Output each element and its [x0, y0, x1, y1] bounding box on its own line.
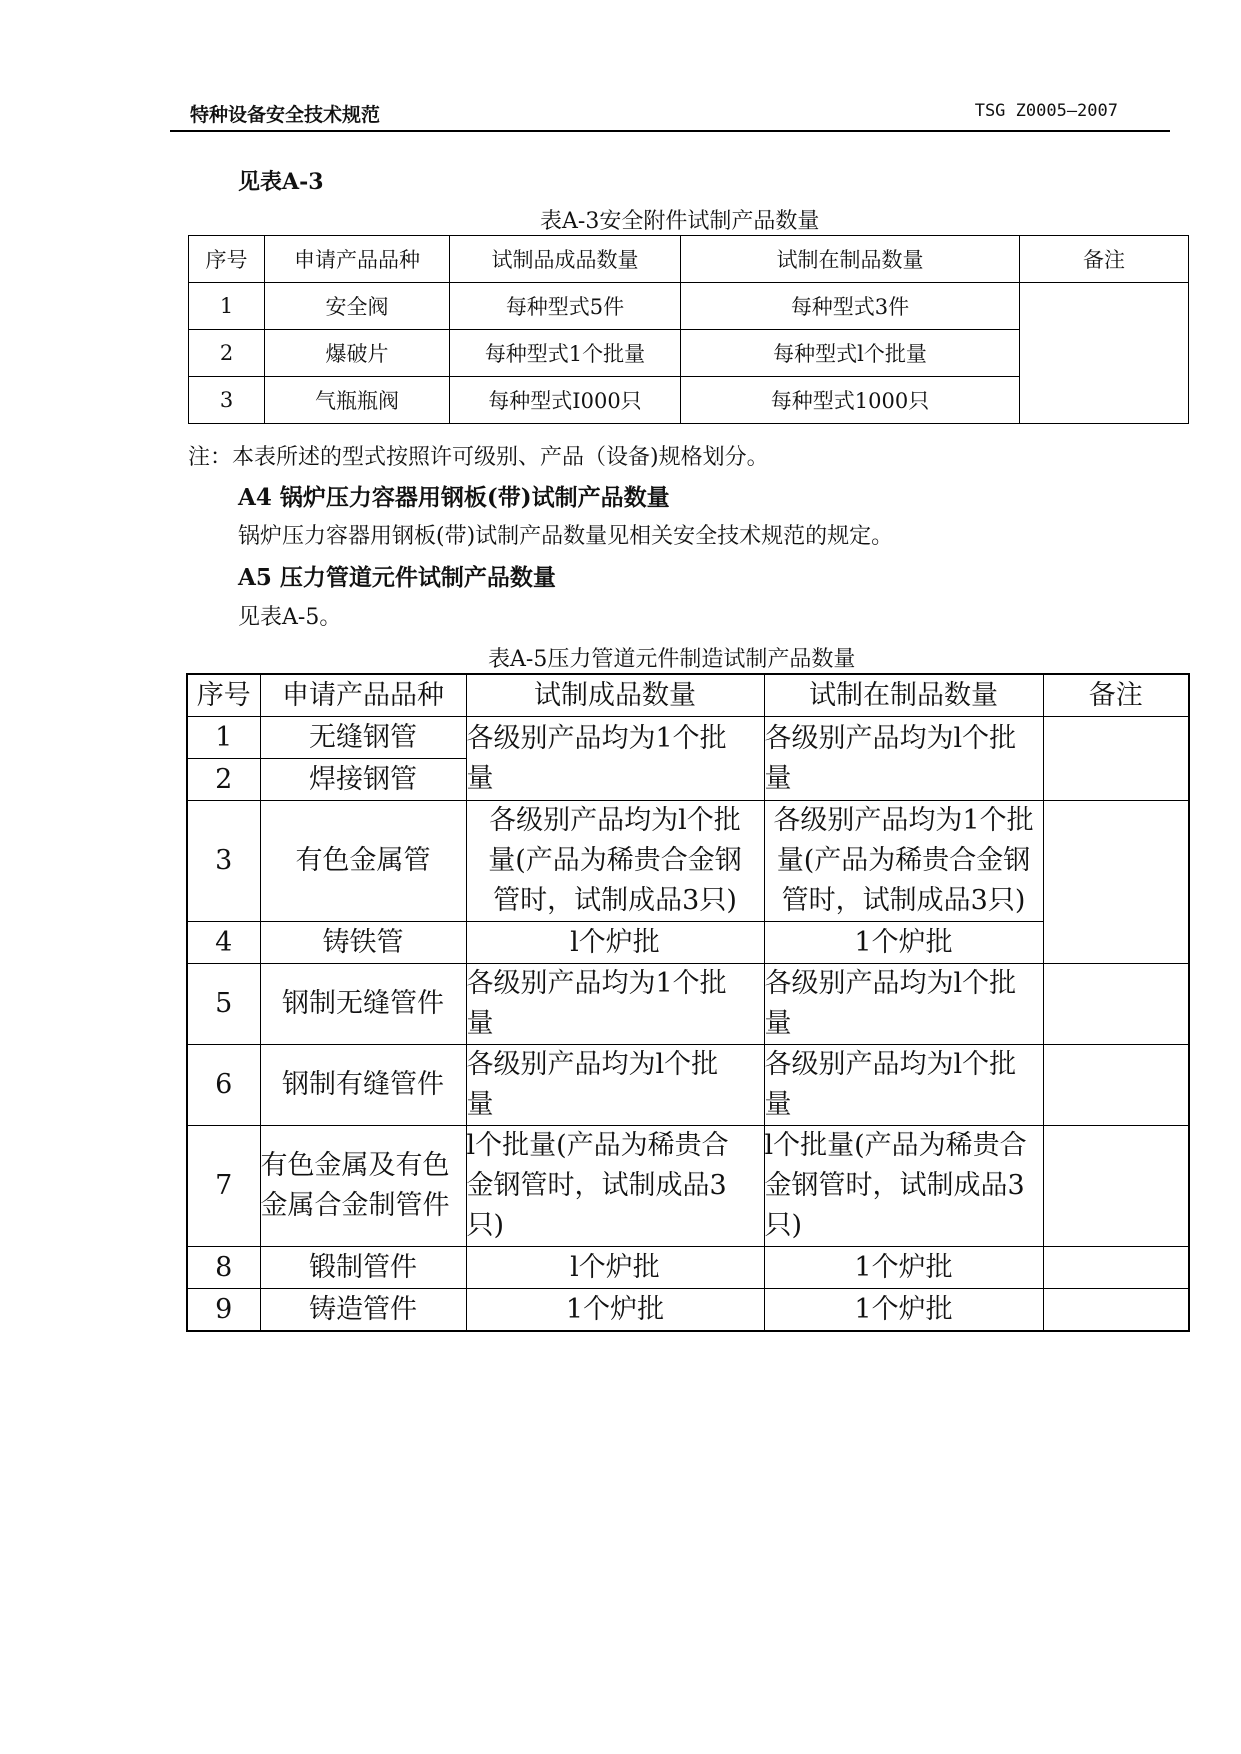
table-header-row [187, 674, 1189, 717]
cell-line: 管时，试制成品3只) [493, 885, 737, 916]
cell-line: l个批量(产品为稀贵合 [764, 1130, 1027, 1161]
product-name: 无缝钢管 [260, 717, 466, 759]
product-name: 锻制管件 [260, 1247, 466, 1289]
remarks-cell [1043, 1247, 1189, 1289]
cell-line: 量 [764, 1089, 792, 1120]
cell-line: 各级别产品均为1个批 [773, 805, 1034, 836]
see-table-a3: 见表A-3 [238, 169, 324, 195]
header-cell: 试制在制品数量 [681, 236, 1020, 283]
row-number: 2 [187, 759, 260, 801]
header-cell: 备注 [1043, 674, 1189, 717]
header-cell: 申请产品品种 [260, 674, 466, 717]
product-name: 钢制有缝管件 [260, 1045, 466, 1126]
wip-qty: 每种型式3件 [681, 283, 1020, 330]
cell-line: 量 [466, 1008, 494, 1039]
row-number: 3 [189, 377, 265, 424]
row-number: 7 [187, 1126, 260, 1247]
row-number: 1 [187, 717, 260, 759]
product-name [260, 1126, 466, 1247]
cell-line: 各级别产品均为l个批 [764, 968, 1017, 999]
finished-qty: 1个炉批 [466, 1289, 764, 1332]
finished-qty: 每种型式5件 [450, 283, 681, 330]
row-number: 1 [189, 283, 265, 330]
finished-qty: 每种型式I000只 [450, 377, 681, 424]
section-a4-text: 锅炉压力容器用钢板(带)试制产品数量见相关安全技术规范的规定。 [238, 524, 894, 549]
table-row [187, 964, 1189, 1045]
row-number: 2 [189, 330, 265, 377]
table-row [187, 1126, 1189, 1247]
row-number: 3 [187, 801, 260, 922]
product-name: 安全阀 [265, 283, 450, 330]
page-header [170, 94, 1170, 132]
cell-line: 量 [764, 1008, 792, 1039]
wip-qty: 1个炉批 [764, 1289, 1043, 1332]
wip-qty: 每种型式l个批量 [681, 330, 1020, 377]
product-name: 有色金属管 [260, 801, 466, 922]
table-a5-caption: 表A-5压力管道元件制造试制产品数量 [488, 647, 856, 672]
row-number: 8 [187, 1247, 260, 1289]
wip-qty: 1个炉批 [764, 1247, 1043, 1289]
table-a5 [186, 673, 1190, 1332]
wip-qty [764, 1045, 1043, 1126]
header-cell: 备注 [1020, 236, 1189, 283]
cell-line: 只) [764, 1210, 803, 1241]
table-row [189, 283, 1189, 330]
header-cell: 试制成品数量 [466, 674, 764, 717]
remarks-cell [1043, 717, 1189, 801]
remarks-cell [1043, 1289, 1189, 1332]
wip-qty [764, 717, 1043, 801]
wip-qty [764, 801, 1043, 922]
finished-qty [466, 964, 764, 1045]
finished-qty: l个炉批 [466, 922, 764, 964]
product-name: 铸铁管 [260, 922, 466, 964]
table-row [187, 922, 1189, 964]
cell-line: 有色金属及有色 [260, 1150, 450, 1181]
cell-line: 金属合金制管件 [260, 1190, 450, 1221]
section-a5-text: 见表A-5。 [238, 605, 342, 630]
table-note: 注：本表所述的型式按照许可级别、产品（设备)规格划分。 [188, 445, 769, 470]
header-cell: 试制品成品数量 [450, 236, 681, 283]
header-cell: 序号 [189, 236, 265, 283]
cell-line: 金钢管时，试制成品3只) [466, 1170, 727, 1241]
product-name: 焊接钢管 [260, 759, 466, 801]
product-name: 铸造管件 [260, 1289, 466, 1332]
row-number: 5 [187, 964, 260, 1045]
table-row [187, 1289, 1189, 1332]
table-row [187, 1247, 1189, 1289]
cell-line: 各级别产品均为l个批 [489, 805, 741, 836]
row-number: 9 [187, 1289, 260, 1332]
cell-line: 金钢管时，试制成品3 [764, 1170, 1025, 1201]
wip-qty [764, 1126, 1043, 1247]
header-cell: 序号 [187, 674, 260, 717]
spec-title: 特种设备安全技术规范 [190, 104, 381, 126]
section-a5-heading: A5 压力管道元件试制产品数量 [238, 564, 556, 591]
finished-qty [466, 801, 764, 922]
header-cell: 试制在制品数量 [764, 674, 1043, 717]
cell-line: 各级别产品均为l个批 [466, 1049, 719, 1080]
finished-qty [466, 1126, 764, 1247]
remarks-cell [1043, 1126, 1189, 1247]
product-name: 爆破片 [265, 330, 450, 377]
wip-qty [764, 964, 1043, 1045]
finished-qty [466, 717, 764, 801]
product-name: 钢制无缝管件 [260, 964, 466, 1045]
cell-line: 量 [466, 1089, 494, 1120]
table-a3-caption: 表A-3安全附件试制产品数量 [540, 209, 820, 234]
finished-qty [466, 1045, 764, 1126]
section-a4-heading: A4 锅炉压力容器用钢板(带)试制产品数量 [238, 484, 670, 511]
remarks-cell [1020, 283, 1189, 424]
table-row [187, 717, 1189, 759]
wip-qty: 每种型式1000只 [681, 377, 1020, 424]
cell-line: l个批量(产品为稀贵合 [466, 1130, 729, 1161]
table-row [187, 1045, 1189, 1126]
product-name: 气瓶瓶阀 [265, 377, 450, 424]
finished-qty: 每种型式1个批量 [450, 330, 681, 377]
table-row [187, 801, 1189, 922]
table-a3 [188, 235, 1189, 424]
row-number: 4 [187, 922, 260, 964]
table-header-row [189, 236, 1189, 283]
remarks-cell [1043, 964, 1189, 1045]
cell-line: 各级别产品均为1个批 [466, 968, 727, 999]
row-number: 6 [187, 1045, 260, 1126]
cell-line: 各级别产品均为1个批 [466, 722, 727, 754]
cell-line: 量(产品为稀贵合金钢 [488, 845, 742, 876]
cell-line: 量(产品为稀贵合金钢 [776, 845, 1031, 876]
cell-line: 各级别产品均为l个批 [764, 722, 1017, 754]
cell-line: 量 [764, 762, 792, 794]
cell-line: 各级别产品均为l个批 [764, 1049, 1017, 1080]
remarks-cell [1043, 1045, 1189, 1126]
cell-line: 管时，试制成品3只) [781, 885, 1026, 916]
remarks-cell [1043, 801, 1189, 964]
header-cell: 申请产品品种 [265, 236, 450, 283]
finished-qty: l个炉批 [466, 1247, 764, 1289]
spec-code: TSG Z0005—2007 [974, 101, 1118, 121]
wip-qty: 1个炉批 [764, 922, 1043, 964]
cell-line: 量 [466, 762, 494, 794]
